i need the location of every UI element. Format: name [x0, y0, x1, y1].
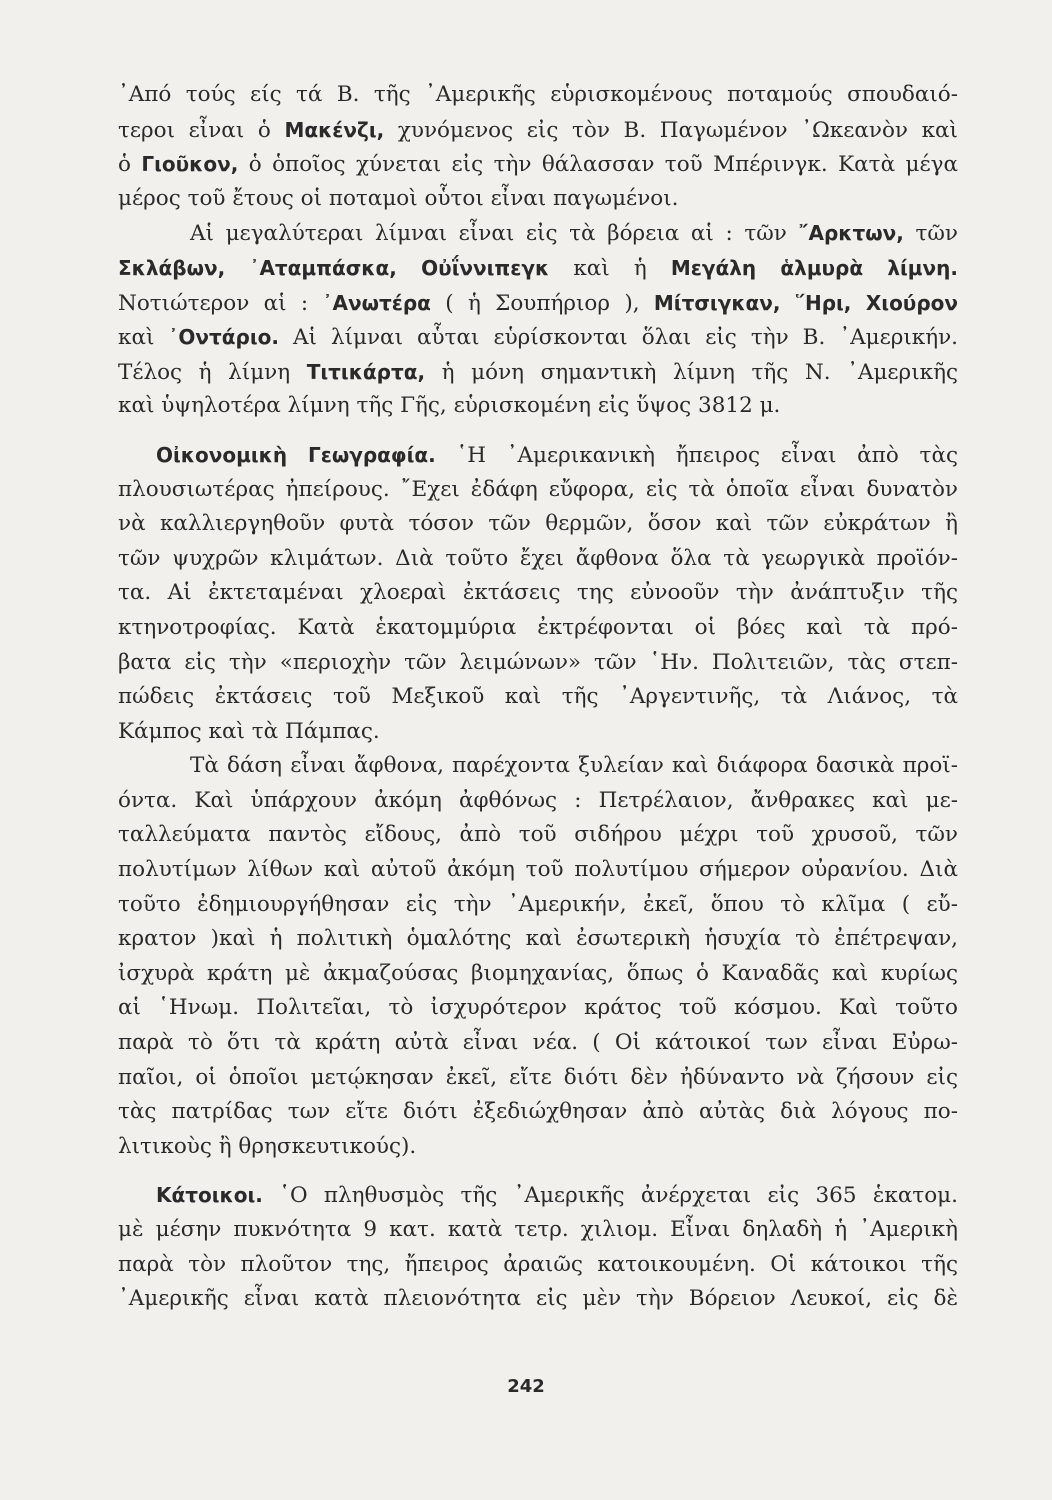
- text-line: παρὰ τὸ ὅτι τὰ κράτη αὐτὰ εἶναι νέα. ( Οἱ κάτοικοί των εἶναι Εὐρω-: [118, 1030, 958, 1056]
- text-line: μὲ μέσην πυκνότητα 9 κατ. κατὰ τετρ. χιλιομ. Εἶναι δηλαδὴ ἡ ᾿Αμερικὴ: [118, 1217, 958, 1242]
- section-heading: Κάτοικοι.: [156, 1183, 263, 1208]
- text-line: τοῦτο ἐδημιουργήθησαν εἰς τὴν ᾿Αμερικήν, ἐκεῖ, ὅπου τὸ κλῖμα ( εὔ-: [118, 891, 958, 917]
- bold-term: Μεγάλη ἁλμυρὰ λίμνη.: [670, 255, 958, 280]
- paragraph-rivers: [118, 78, 958, 216]
- bold-term: ᾿Ανωτέρα: [322, 290, 431, 315]
- bold-term: Γιοῦκον,: [141, 152, 239, 177]
- text-line: Τὰ δάση εἶναι ἄφθονα, παρέχοντα ξυλείαν καὶ διάφορα δασικὰ προϊ-: [190, 753, 958, 779]
- text-line: τὰς πατρίδας των εἴτε διότι ἐξεδιώχθησαν ἀπὸ αὐτὰς διὰ λόγους πο-: [118, 1099, 958, 1125]
- text-line: πλουσιωτέρας ἠπείρους. ῎Εχει ἐδάφη εὔφορα, εἰς τὰ ὁποῖα εἶναι δυνατὸν: [118, 476, 958, 502]
- text-line: Κάτοικοι. ῾Ο πληθυσμὸς τῆς ᾿Αμερικῆς ἀνέρχεται εἰς 365 ἑκατομ.: [156, 1183, 958, 1209]
- text-line: πώδεις ἐκτάσεις τοῦ Μεξικοῦ καὶ τῆς ᾿Αργεντινῆς, τὰ Λιάνος, τὰ: [118, 684, 958, 710]
- text-line: ταλλεύματα παντὸς εἴδους, ἀπὸ τοῦ σιδήρου μέχρι τοῦ χρυσοῦ, τῶν: [118, 822, 958, 848]
- text-line: Κάμπος καὶ τὰ Πάμπας.: [118, 718, 380, 744]
- bold-term: ῎Αρκτων,: [798, 221, 904, 246]
- text-line: καὶ ᾿Οντάριο. Αἱ λίμναι αὗται εὑρίσκονται ὅλαι εἰς τὴν Β. ᾿Αμερικήν.: [118, 325, 958, 351]
- text-line: κρατον )καὶ ἡ πολιτικὴ ὁμαλότης καὶ ἐσωτερικὴ ἡσυχία τὸ ἐπέτρεψαν,: [118, 926, 958, 952]
- text-line: τῶν ψυχρῶν κλιμάτων. Διὰ τοῦτο ἔχει ἄφθονα ὅλα τὰ γεωργικὰ προϊόν-: [118, 545, 958, 571]
- bold-term: Μίτσιγκαν, ῞Ηρι, Χιούρον: [653, 290, 958, 315]
- text-line: ᾿Αμερικῆς εἶναι κατὰ πλειονότητα εἰς μὲν τὴν Βόρειον Λευκοί, εἰς δὲ: [118, 1286, 958, 1312]
- bold-term: ᾿Οντάριο.: [168, 325, 279, 350]
- text-line: βατα εἰς τὴν «περιοχὴν τῶν λειμώνων» τῶν ῾Ην. Πολιτειῶν, τὰς στεπ-: [118, 649, 958, 675]
- text-line: καὶ ὑψηλοτέρα λίμνη τῆς Γῆς, εὑρισκομένη εἰς ὕψος 3812 μ.: [118, 393, 781, 419]
- body-text: [118, 78, 958, 1317]
- bold-term: Μακένζι,: [284, 117, 385, 142]
- text-line: παρὰ τὸν πλοῦτον της, ἤπειρος ἀραιῶς κατοικουμένη. Οἱ κάτοικοι τῆς: [118, 1251, 958, 1277]
- paragraph-economic-geography: [118, 438, 958, 749]
- text-line: ᾿Από τούς είς τά Β. τῆς ᾿Αμερικῆς εὑρισκομένους ποταμούς σπουδαιό-: [118, 82, 958, 107]
- text-line: παῖοι, οἱ ὁποῖοι μετῴκησαν ἐκεῖ, εἴτε διότι δὲν ἠδύναντο νὰ ζήσουν εἰς: [118, 1064, 958, 1090]
- paragraph-lakes: [118, 216, 958, 424]
- text-line: λιτικοὺς ἢ θρησκευτικούς).: [118, 1133, 417, 1159]
- page-number: 242: [507, 1376, 545, 1397]
- text-line: Αἱ μεγαλύτεραι λίμναι εἶναι εἰς τὰ βόρεια αἱ : τῶν ῎Αρκτων, τῶν: [190, 221, 958, 247]
- paragraph-resources: [118, 749, 958, 1164]
- text-line: τεροι εἶναι ὁ Μακένζι, χυνόμενος εἰς τὸν Β. Παγωμένον ᾿Ωκεανὸν καὶ: [118, 117, 958, 143]
- text-line: Οἰκονομικὴ Γεωγραφία. ῾Η ᾿Αμερικανικὴ ἤπειρος εἶναι ἀπὸ τὰς: [156, 442, 958, 468]
- bold-term: Σκλάβων, ᾿Αταμπάσκα, Οὐΐννιπεγκ: [118, 255, 550, 280]
- text-line: μέρος τοῦ ἔτους οἱ ποταμοὶ οὗτοι εἶναι παγωμένοι.: [118, 185, 679, 211]
- text-line: όντα. Καὶ ὑπάρχουν ἀκόμη ἀφθόνως : Πετρέλαιον, ἄνθρακες καὶ με-: [118, 787, 958, 813]
- text-line: νὰ καλλιεργηθοῦν φυτὰ τόσον τῶν θερμῶν, ὅσον καὶ τῶν εὐκράτων ἢ: [118, 511, 958, 537]
- text-line: ὁ Γιοῦκον, ὁ ὁποῖος χύνεται εἰς τὴν θάλασσαν τοῦ Μπέρινγκ. Κατὰ μέγα: [118, 152, 958, 178]
- text-line: κτηνοτροφίας. Κατὰ ἑκατομμύρια ἐκτρέφονται οἱ βόες καὶ τὰ πρό-: [118, 614, 958, 640]
- section-heading: Οἰκονομικὴ Γεωγραφία.: [156, 442, 436, 467]
- text-line: Τέλος ἡ λίμνη Τιτικάρτα, ἡ μόνη σημαντικὴ λίμνη τῆς Ν. ᾿Αμερικῆς: [118, 359, 958, 385]
- text-line: τα. Αἱ ἐκτεταμέναι χλοεραὶ ἐκτάσεις της εὐνοοῦν τὴν ἀνάπτυξιν τῆς: [118, 580, 958, 606]
- text-line: Νοτιώτερον αἱ : ᾿Ανωτέρα ( ἡ Σουπήριορ ), Μίτσιγκαν, ῞Ηρι, Χιούρον: [118, 290, 958, 316]
- text-line: ἰσχυρὰ κράτη μὲ ἀκμαζούσας βιομηχανίας, ὅπως ὁ Καναδᾶς καὶ κυρίως: [118, 960, 958, 986]
- text-line: αἱ ῾Ηνωμ. Πολιτεῖαι, τὸ ἰσχυρότερον κράτος τοῦ κόσμου. Καὶ τοῦτο: [118, 995, 958, 1021]
- paragraph-inhabitants: [118, 1178, 958, 1316]
- text-line: πολυτίμων λίθων καὶ αὐτοῦ ἀκόμη τοῦ πολυτίμου σήμερον οὐρανίου. Διὰ: [118, 857, 958, 883]
- text-line: Σκλάβων, ᾿Αταμπάσκα, Οὐΐννιπεγκ καὶ ἡ Μεγάλη ἁλμυρὰ λίμνη.: [118, 255, 958, 281]
- bold-term: Τιτικάρτα,: [306, 359, 426, 384]
